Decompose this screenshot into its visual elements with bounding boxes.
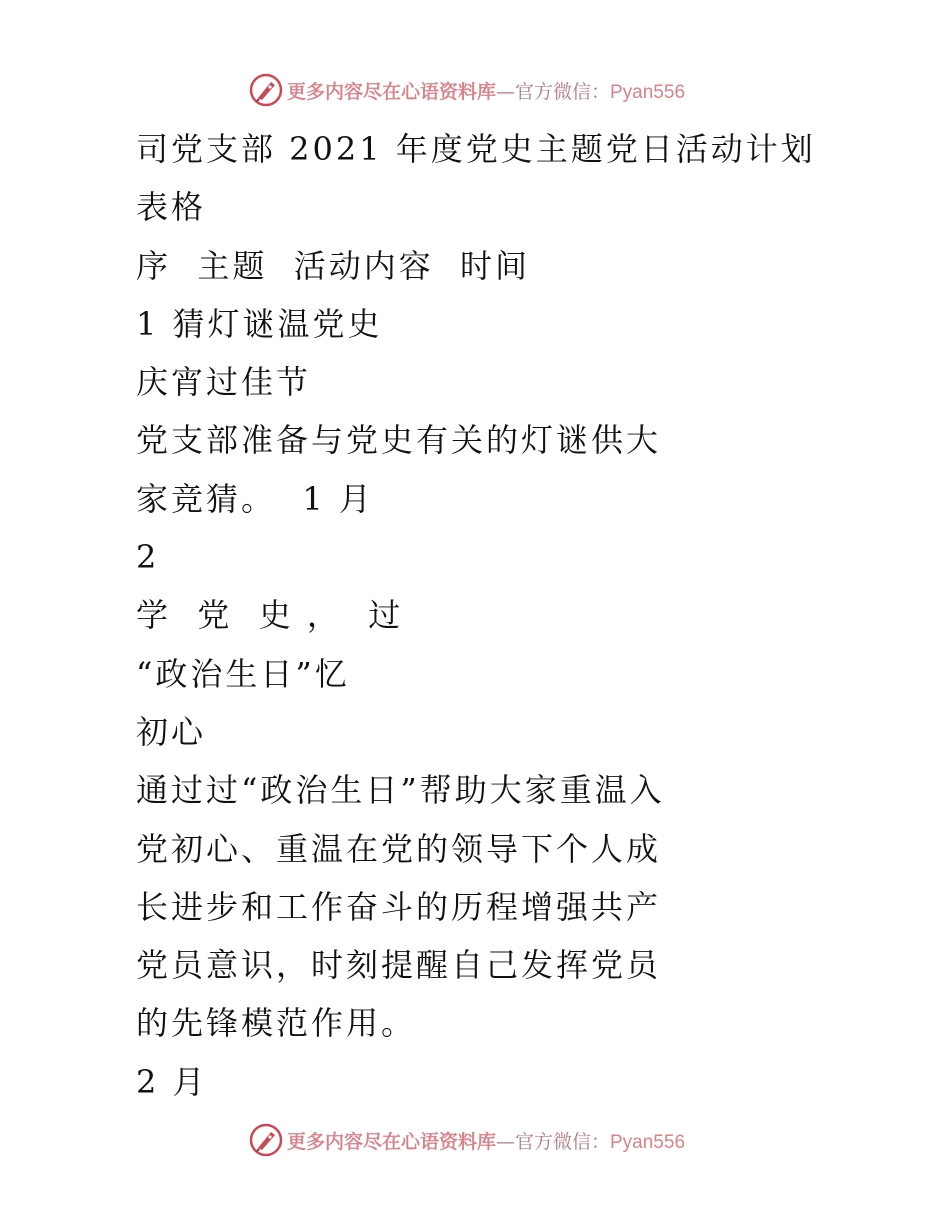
text-line: 通过过“政治生日”帮助大家重温入 <box>136 771 665 810</box>
dash-text: — <box>495 1130 515 1153</box>
watermark-text <box>287 1127 685 1154</box>
text-line: 家竞猜。 1 月 <box>136 479 374 518</box>
text-line: 的先锋模范作用。 <box>136 1004 417 1043</box>
table-header-line: 序 主题 活动内容 时间 <box>136 246 531 285</box>
footer-watermark <box>0 1120 950 1160</box>
doc-title-line-2: 表格 <box>136 188 207 227</box>
official-text: 官方微信： <box>514 1130 610 1153</box>
brand-text: 更多内容尽在心语资料库 <box>286 1130 496 1153</box>
text-line: 初心 <box>136 712 207 751</box>
wechat-id: Pyan556 <box>610 1131 686 1153</box>
header-watermark <box>0 70 950 110</box>
text-line: 1 猜灯谜温党史 <box>136 304 383 343</box>
text-line: 党员意识，时刻提醒自己发挥党员 <box>136 946 662 985</box>
pen-logo-icon <box>249 1123 283 1157</box>
document-body <box>136 120 836 1111</box>
text-line: 2 月 <box>136 1062 208 1101</box>
doc-title-line: 司党支部 2021 年度党史主题党日活动计划 <box>136 130 816 168</box>
watermark-text <box>287 77 685 104</box>
text-line: 长进步和工作奋斗的历程增强共产 <box>136 887 662 926</box>
pen-logo-icon <box>249 73 283 107</box>
text-line: “政治生日”忆 <box>136 654 350 693</box>
text-line: 2 <box>136 538 160 577</box>
dash-text: — <box>495 80 515 103</box>
brand-text: 更多内容尽在心语资料库 <box>286 80 496 103</box>
text-line: 学 党 史 ， 过 <box>136 596 404 635</box>
official-text: 官方微信： <box>514 80 610 103</box>
text-line: 庆宵过佳节 <box>136 363 312 402</box>
text-line: 党初心、重温在党的领导下个人成 <box>136 829 662 868</box>
text-line: 党支部准备与党史有关的灯谜供大 <box>136 421 662 460</box>
wechat-id: Pyan556 <box>610 81 686 103</box>
